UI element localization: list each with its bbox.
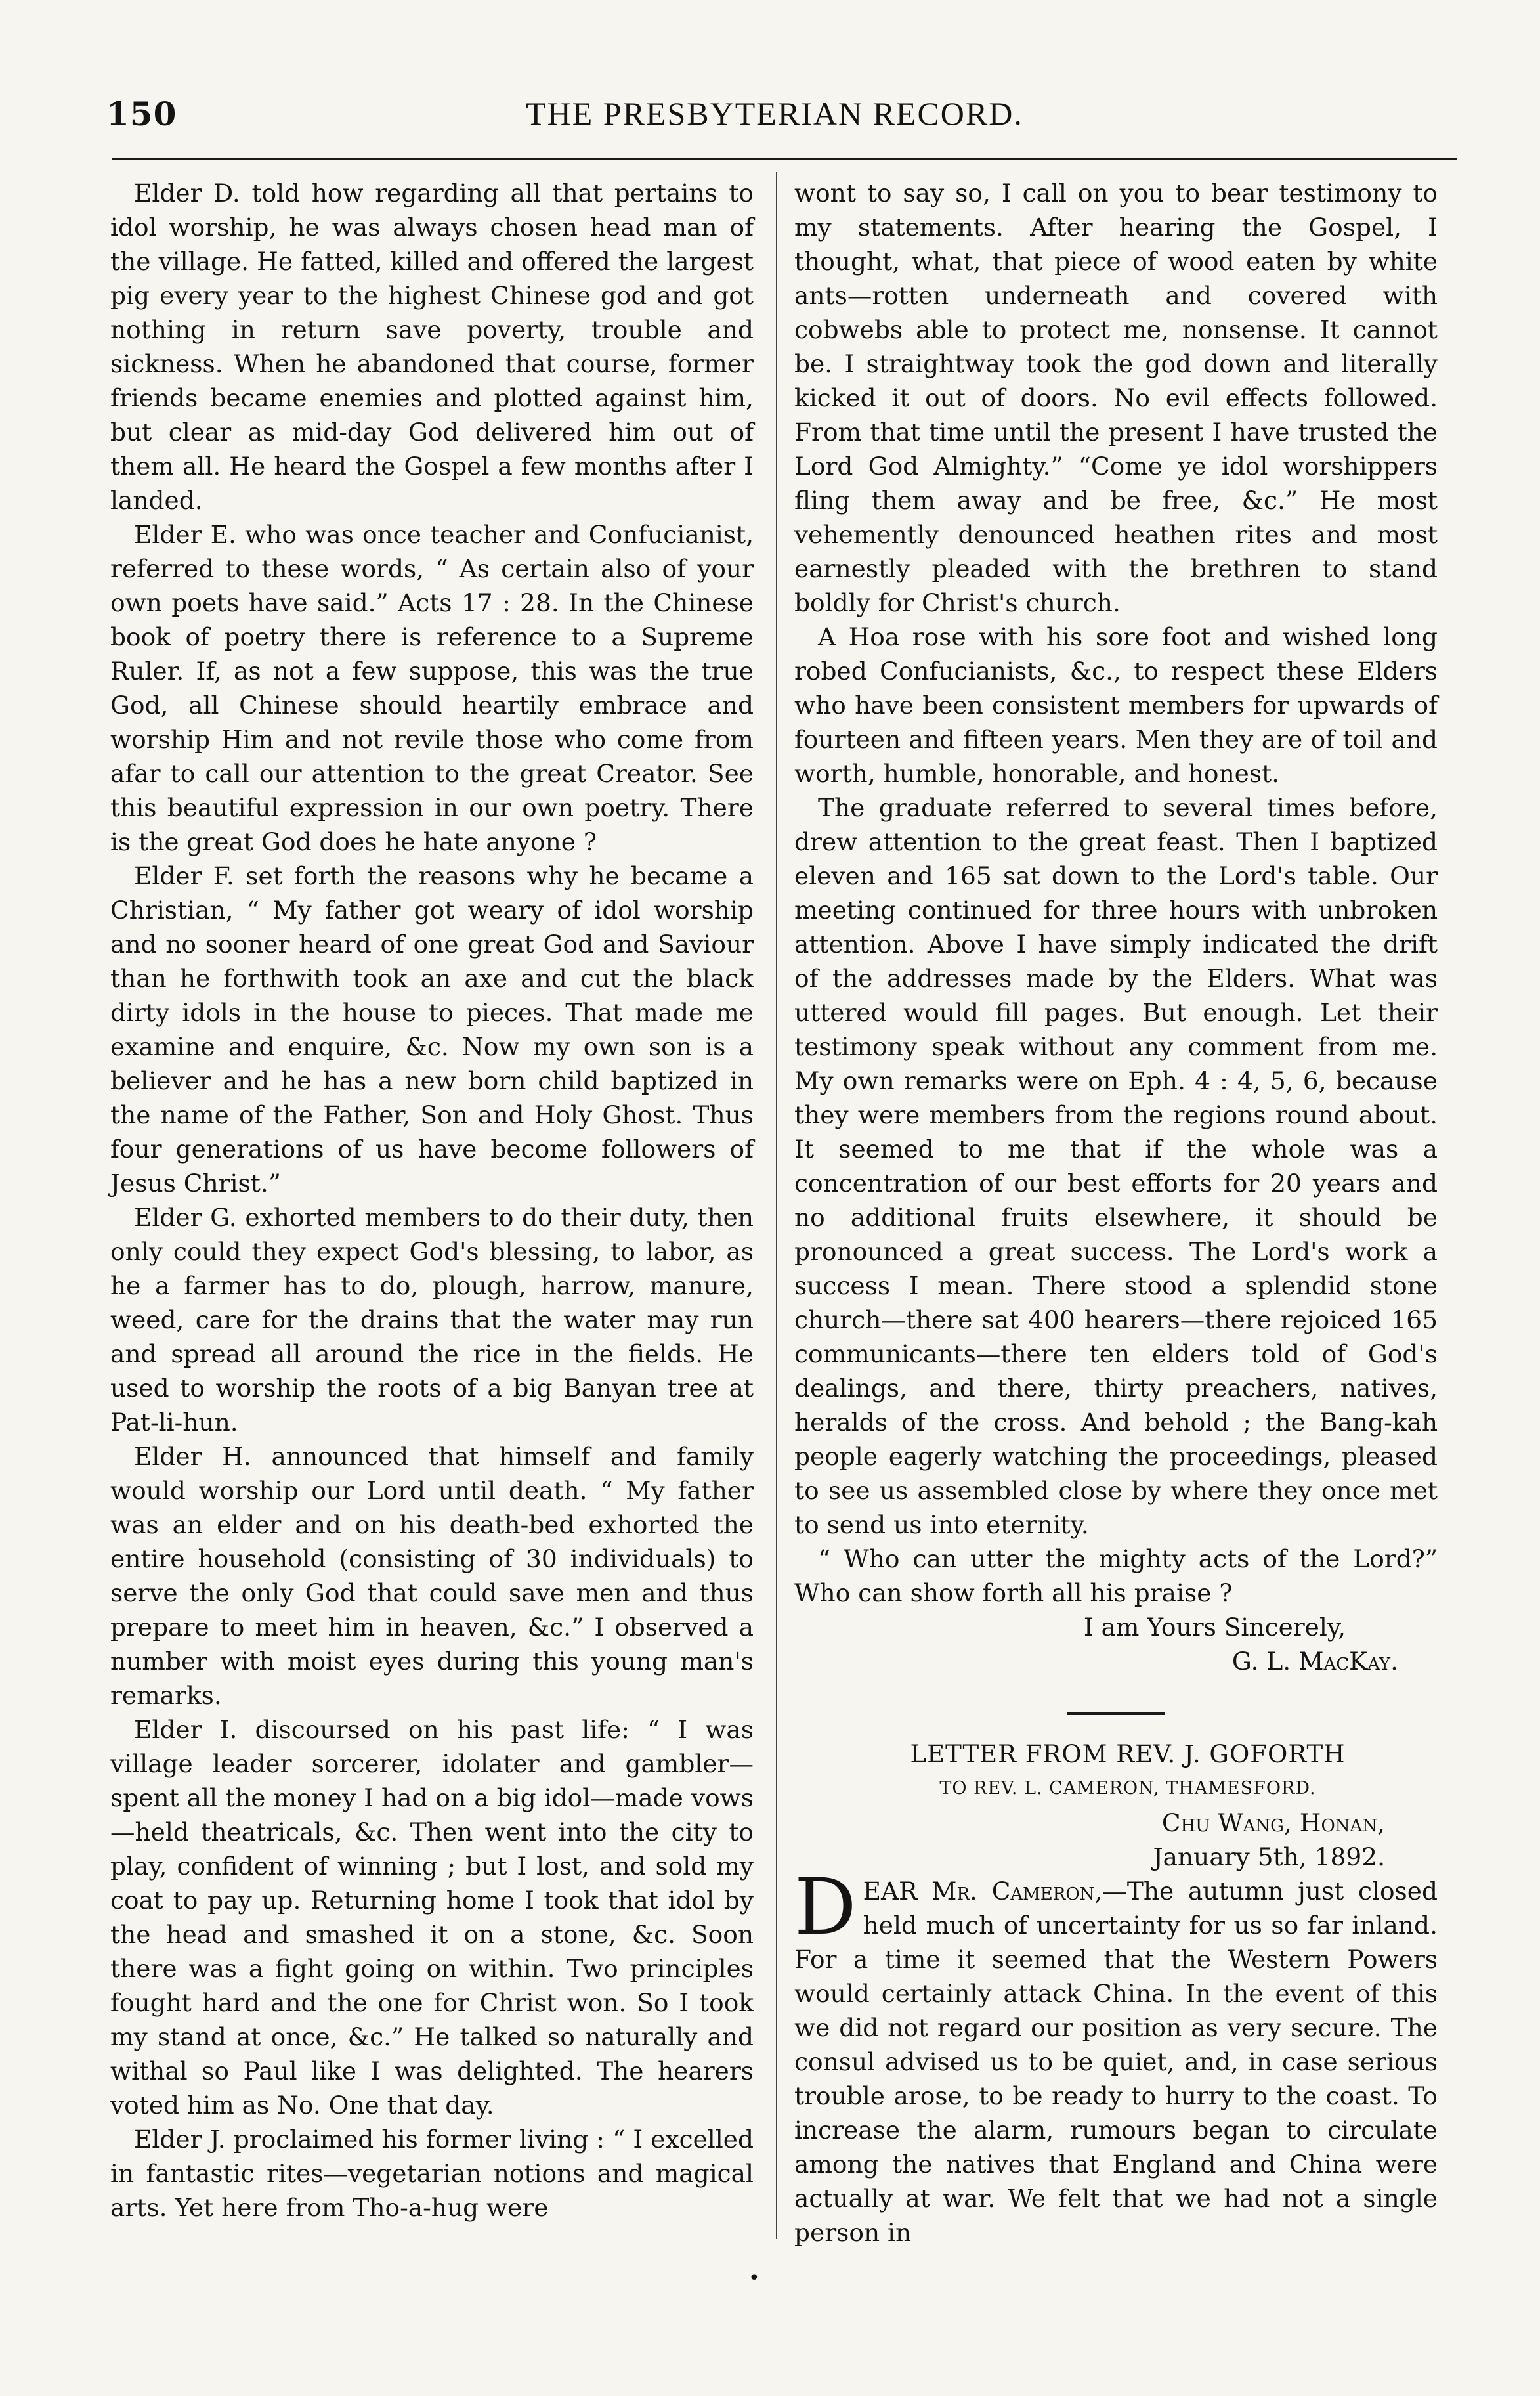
letter-place: Chu Wang, Honan, xyxy=(1161,1808,1385,1837)
letter-body-text: —The autumn just closed held much of uncertainty for us so far inland. For a time it seemed that the Western Powers would certainly attack China. In the event of this we did not regard our position as very secure. The consul advised us to be quiet, and, in case serious trouble arose, to be ready to hurry to the coast. To increase the alarm, rumours began to circulate among the natives that England and China were actually at war. We felt that we had not a single person in xyxy=(794,1877,1438,2247)
paragraph-elder-e: Elder E. who was once teacher and Confucianist, referred to these words, “ As certain also of your own poets have said.” Acts 17 : 28. In the Chinese book of poetry there is reference to a Supreme Ruler. If, as not a few suppose, this was the true God, all Chinese should heartily embrace and worship Him and not revile those who come from afar to call our attention to the great Creator. See this beautiful expression in our own poetry. There is the great God does he hate anyone ? xyxy=(110,520,754,856)
column-divider xyxy=(776,172,777,2239)
letter-body xyxy=(794,1862,1438,2250)
paragraph-elder-h: Elder H. announced that himself and family would worship our Lord until death. “ My father was an elder and on his death-bed exhorted the entire household (consisting of 30 individuals) to serve the only God that could save men and thus prepare to meet him in heaven, &c.” I observed a number with moist eyes during this young man's remarks. xyxy=(110,1442,754,1710)
paragraph-elder-g: Elder G. exhorted members to do their duty, then only could they expect God's blessing, to labor, as he a farmer has to do, plough, harrow, manure, weed, care for the drains that the water may run and spread all around the rice in the fields. He used to worship the roots of a big Banyan tree at Pat-li-hun. xyxy=(110,1203,754,1437)
signature: G. L. MacKay. xyxy=(1231,1647,1398,1676)
paragraph-elder-i: Elder I. discoursed on his past life: “ I was village leader sorcerer, idolater and gambler—spent all the money I had on a big idol—made vows—held theatricals, &c. Then went into the city to play, confident of winning ; but I lost, and sold my coat to pay up. Returning home I took that idol by the head and smashed it on a stone, &c. Soon there was a fight going on within. Two principles fought hard and the one for Christ won. So I took my stand at once, &c.” He talked so naturally and withal so Paul like I was delighted. The hearers voted him as No. One that day. xyxy=(110,1715,754,2120)
closing-line: I am Yours Sincerely, xyxy=(1083,1613,1346,1642)
letter-date: January 5th, 1892. xyxy=(1153,1842,1385,1871)
header-rule xyxy=(112,158,1457,160)
page-number: 150 xyxy=(106,95,177,133)
paragraph-elder-f: Elder F. set forth the reasons why he became a Christian, “ My father got weary of idol worship and no sooner heard of one great God and Saviour than he forthwith took an axe and cut the black dirty idols in the house to pieces. That made me examine and enquire, &c. Now my own son is a believer and he has a new born child baptized in the name of the Father, Son and Holy Ghost. Thus four generations of us have become followers of Jesus Christ.” xyxy=(110,861,754,1198)
paragraph-a-hoa: A Hoa rose with his sore foot and wished long robed Confucianists, &c., to respect these Elders who have been consistent members for upwards of fourteen and fifteen years. Men they are of toil and worth, humble, honorable, and honest. xyxy=(794,622,1438,788)
right-column xyxy=(794,176,1438,2250)
section-rule xyxy=(1067,1712,1165,1715)
letter-subtitle: TO REV. L. CAMERON, THAMESFORD. xyxy=(939,1778,1316,1798)
paragraph-elder-j: Elder J. proclaimed his former living : “ I excelled in fantastic rites—vegetarian notions and magical arts. Yet here from Tho-a-hug were xyxy=(110,2125,754,2222)
paragraph-elder-d: Elder D. told how regarding all that pertains to idol worship, he was always chosen head man of the village. He fatted, killed and offered the largest pig every year to the highest Chinese god and got nothing in return save poverty, trouble and sickness. When he abandoned that course, former friends became enemies and plotted against him, but clear as mid-day God delivered him out of them all. He heard the Gospel a few months after I landed. xyxy=(110,179,754,515)
paragraph-continuation: wont to say so, I call on you to bear testimony to my statements. After hearing the Gospel, I thought, what, that piece of wood eaten by white ants—rotten underneath and covered with cobwebs able to protect me, nonsense. It cannot be. I straightway took the god down and literally kicked it out of doors. No evil effects followed. From that time until the present I have trusted the Lord God Almighty.” “Come ye idol worshippers fling them away and be free, &c.” He most vehemently denounced heathen rites and most earnestly pleaded with the brethren to stand boldly for Christ's church. xyxy=(794,179,1438,617)
running-head: THE PRESBYTERIAN RECORD. xyxy=(526,95,1023,132)
left-column xyxy=(110,176,754,2225)
paragraph-graduate: The graduate referred to several times before, drew attention to the great feast. Then I baptized eleven and 165 sat down to the Lord's table. Our meeting continued for three hours with unbroken attention. Above I have simply indicated the drift of the addresses made by the Elders. What was uttered would fill pages. But enough. Let their testimony speak without any comment from me. My own remarks were on Eph. 4 : 4, 5, 6, because they were members from the regions round about. It seemed to me that if the whole was a concentration of our best efforts for 20 years and no additional fruits elsewhere, it should be pronounced a great success. The Lord's work a success I mean. There stood a splendid stone church—there sat 400 hearers—there rejoiced 165 communicants—there ten elders told of God's dealings, and there, thirty preachers, natives, heralds of the cross. And behold ; the Bang-kah people eagerly watching the proceedings, pleased to see us assembled close by where they once met to send us into eternity. xyxy=(794,793,1438,1539)
letter-title: LETTER FROM REV. J. GOFORTH xyxy=(910,1740,1346,1768)
ink-mark: • xyxy=(748,2267,760,2290)
salutation: EAR Mr. Cameron, xyxy=(863,1877,1103,1906)
drop-cap: D xyxy=(794,1862,857,1952)
page-header xyxy=(98,85,1451,144)
paragraph-quotation: “ Who can utter the mighty acts of the Lord?” Who can show forth all his praise ? xyxy=(794,1544,1438,1607)
